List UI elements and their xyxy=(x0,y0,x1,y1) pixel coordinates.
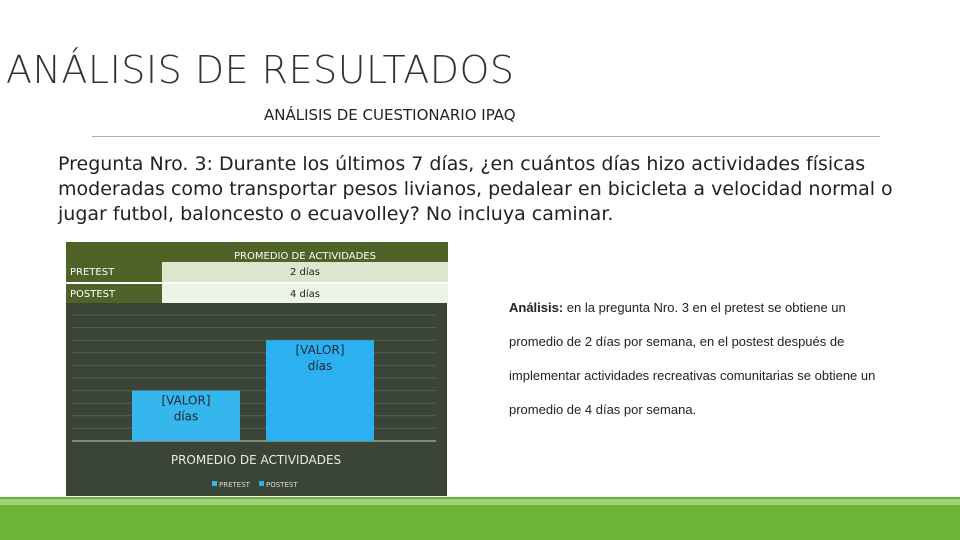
legend-swatch-pretest xyxy=(212,481,217,486)
table-row xyxy=(66,284,448,304)
bar-chart xyxy=(66,303,447,496)
slide-title: ANÁLISIS DE RESULTADOS xyxy=(6,48,515,92)
table-row xyxy=(66,262,448,282)
bar-data-label: [VALOR] xyxy=(161,393,211,408)
question-text: Pregunta Nro. 3: Durante los últimos 7 días, ¿en cuántos días hizo actividades físicas moderadas como transportar pesos livianos, pedalear en bicicleta a velocidad normal o jugar futbol, baloncesto o ecuavolley? No incluya caminar. xyxy=(58,153,893,225)
bar-chart-svg xyxy=(66,303,447,496)
table-corner-cell xyxy=(66,242,162,262)
bar-data-label: días xyxy=(173,409,199,424)
table-row-label: PRETEST xyxy=(66,262,162,282)
analysis-text xyxy=(509,291,899,427)
table-header-row xyxy=(66,242,448,262)
legend-label-pretest: PRETEST xyxy=(219,481,250,489)
x-category-label: PROMEDIO DE ACTIVIDADES xyxy=(170,453,342,467)
results-table xyxy=(66,242,448,304)
table-column-header: PROMEDIO DE ACTIVIDADES xyxy=(162,242,448,262)
legend-label-postest: POSTEST xyxy=(266,481,298,489)
bar-data-label: días xyxy=(307,359,333,374)
table-cell-value: 4 días xyxy=(162,284,448,304)
title-divider xyxy=(92,136,880,137)
analysis-label: Análisis: xyxy=(509,300,564,315)
slide-subtitle: ANÁLISIS DE CUESTIONARIO IPAQ xyxy=(264,106,516,124)
table-cell-value: 2 días xyxy=(162,262,448,282)
footer-accent-line xyxy=(0,499,960,505)
analysis-body: en la pregunta Nro. 3 en el pretest se obtiene un promedio de 2 días por semana, en el postest después de implementar actividades recreativas comunitarias se obtiene un promedio de 4 días por semana. xyxy=(509,300,876,417)
table-row-label: POSTEST xyxy=(66,284,162,304)
bar-data-label: [VALOR] xyxy=(295,343,345,358)
legend-swatch-postest xyxy=(259,481,264,486)
